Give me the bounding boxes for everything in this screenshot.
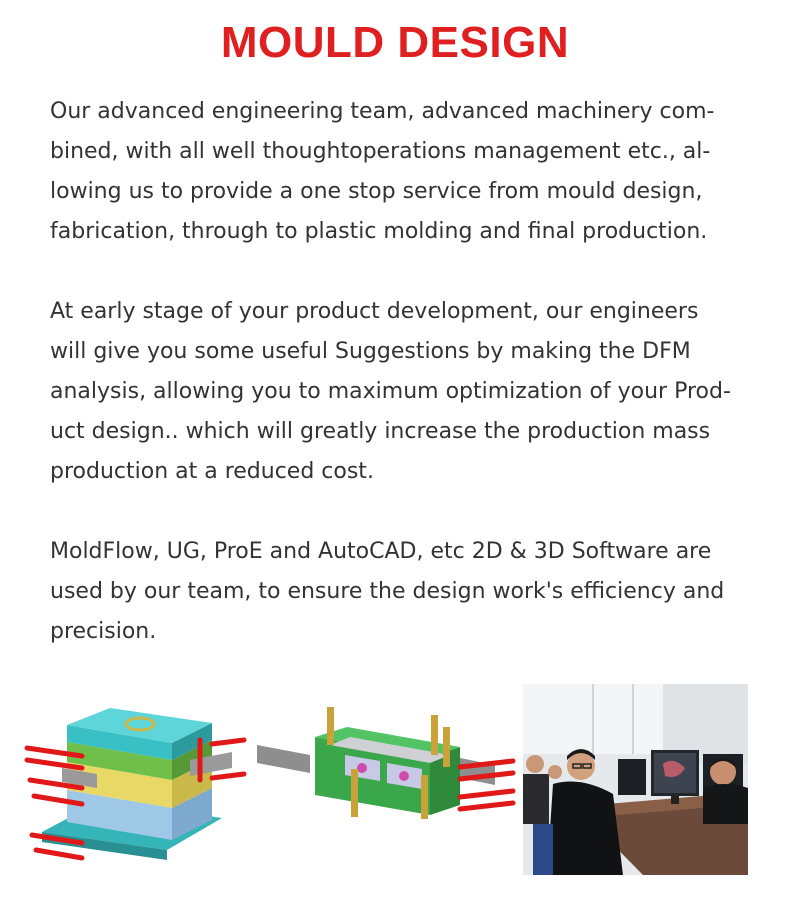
text-line: precision. bbox=[50, 619, 157, 644]
intro-paragraph bbox=[50, 92, 750, 252]
text-line: will give you some useful Suggestions by making the DFM bbox=[50, 339, 691, 364]
text-line: uct design.. which will greatly increase the production mass bbox=[50, 419, 711, 444]
text-line: MoldFlow, UG, ProE and AutoCAD, etc 2D & 3D Software are bbox=[50, 539, 712, 564]
text-line: lowing us to provide a one stop service from mould design, bbox=[50, 179, 703, 204]
software-paragraph bbox=[50, 532, 750, 652]
text-line: At early stage of your product development, our engineers bbox=[50, 299, 699, 324]
text-line: Our advanced engineering team, advanced machinery com- bbox=[50, 99, 715, 124]
text-line: analysis, allowing you to maximum optimization of your Prod- bbox=[50, 379, 731, 404]
text-line: used by our team, to ensure the design work's efficiency and bbox=[50, 579, 725, 604]
text-line: bined, with all well thoughtoperations management etc., al- bbox=[50, 139, 711, 164]
engineering-team-photo bbox=[523, 684, 748, 875]
dfm-paragraph bbox=[50, 292, 750, 492]
text-line: fabrication, through to plastic molding and final production. bbox=[50, 219, 708, 244]
text-line: production at a reduced cost. bbox=[50, 459, 374, 484]
page-title: MOULD DESIGN bbox=[220, 18, 570, 67]
mould-assembly-image bbox=[22, 700, 247, 870]
mould-core-image bbox=[255, 705, 517, 830]
